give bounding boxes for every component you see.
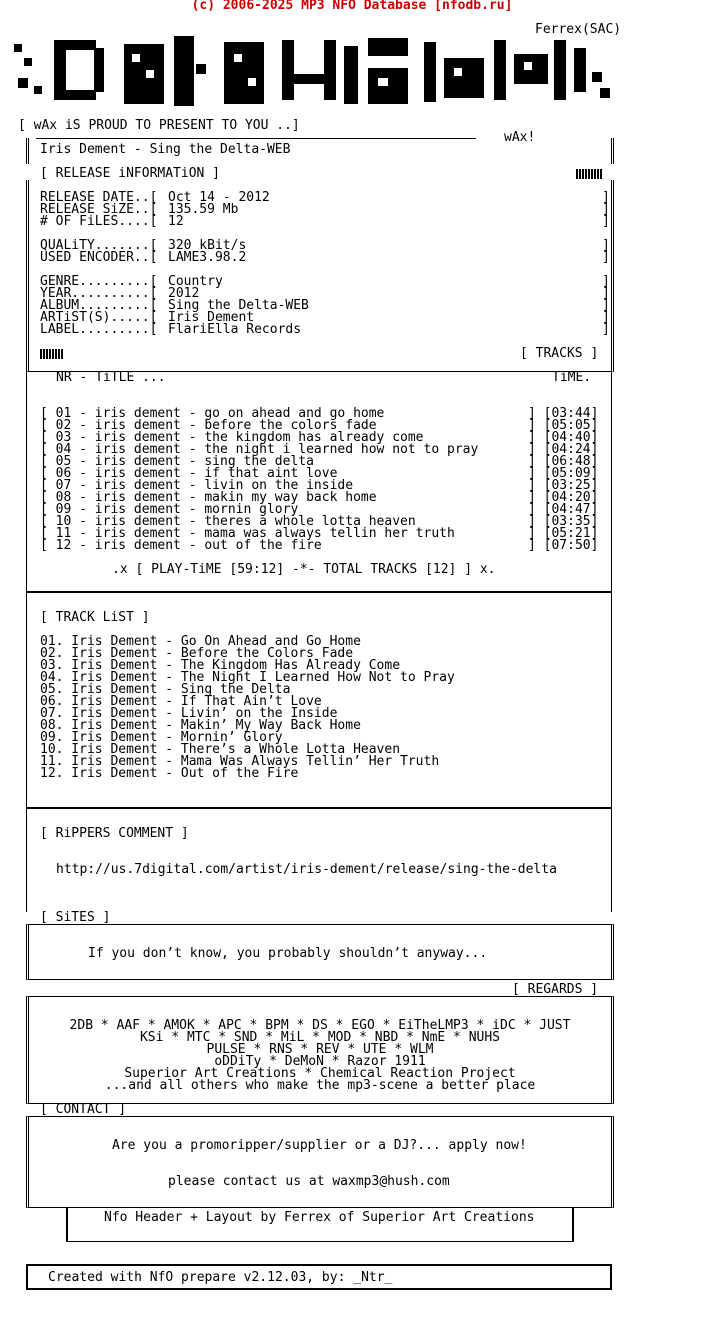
pattern-bar (576, 169, 602, 179)
release-info-bracket: ] (602, 250, 610, 265)
logo-author: Ferrex(SAC) (535, 22, 622, 37)
track-row: [ 05 - iris dement - sing the delta (40, 454, 314, 469)
regards-line: ...and all others who make the mp3-scene a better place (104, 1078, 536, 1093)
track-time: ] [05:09] (528, 466, 599, 481)
copyright-header: (c) 2006-2025 MP3 NFO Database [nfodb.ru] (191, 0, 513, 13)
tracklist-item: 09. Iris Dement - Mornin’ Glory (40, 730, 283, 745)
release-info-value: Country (168, 274, 223, 289)
contact-heading: [ CONTACT ] (40, 1102, 127, 1117)
release-info-label: RELEASE SiZE..[ (40, 202, 158, 217)
contact-line-2[interactable]: please contact us at waxmp3@hush.com (168, 1174, 450, 1189)
release-info-bracket: ] (602, 238, 610, 253)
tracks-summary: .x [ PLAY-TiME [59:12] -*- TOTAL TRACKS [12] ] x. (112, 562, 496, 577)
tracklist-item: 04. Iris Dement - The Night I Learned How Not to Pray (40, 670, 455, 685)
track-time: ] [05:05] (528, 418, 599, 433)
track-time: ] [04:20] (528, 490, 599, 505)
release-info-value: 12 (168, 214, 184, 229)
tracklist-item: 06. Iris Dement - If That Ain’t Love (40, 694, 322, 709)
track-time: ] [07:50] (528, 538, 599, 553)
tracklist-item: 11. Iris Dement - Mama Was Always Tellin’ Her Truth (40, 754, 440, 769)
tracklist-item: 07. Iris Dement - Livin’ on the Inside (40, 706, 338, 721)
track-row: [ 11 - iris dement - mama was always tellin her truth (40, 526, 455, 541)
contact-line-1: Are you a promoripper/supplier or a DJ?... apply now! (112, 1138, 527, 1153)
release-info-bracket: ] (602, 310, 610, 325)
release-info-heading: [ RELEASE iNFORMATiON ] (40, 166, 221, 181)
tracklist-item: 10. Iris Dement - There’s a Whole Lotta Heaven (40, 742, 401, 757)
present-line: [ wAx iS PROUD TO PRESENT TO YOU ..] (18, 118, 300, 133)
release-info-bracket: ] (602, 202, 610, 217)
tracklist-item: 02. Iris Dement - Before the Colors Fade (40, 646, 354, 661)
track-time: ] [04:40] (528, 430, 599, 445)
sites-heading: [ SiTES ] (40, 910, 111, 925)
tracklist-item: 01. Iris Dement - Go On Ahead and Go Home (40, 634, 361, 649)
release-info-label: GENRE.........[ (40, 274, 158, 289)
release-info-bracket: ] (602, 274, 610, 289)
release-info-label: ARTiST(S).....[ (40, 310, 158, 325)
regards-line: KSi * MTC * SND * MiL * MOD * NBD * NmE * NUHS (139, 1030, 501, 1045)
release-info-label: QUALiTY.......[ (40, 238, 158, 253)
wax-logo-icon (14, 34, 614, 116)
release-info-label: USED ENCODER..[ (40, 250, 158, 265)
regards-line: PULSE * RNS * REV * UTE * WLM (206, 1042, 434, 1057)
track-row: [ 01 - iris dement - go on ahead and go home (40, 406, 385, 421)
col-time: TiME. (552, 370, 592, 385)
tracks-heading: [ TRACKS ] (520, 346, 599, 361)
tracklist-item: 12. Iris Dement - Out of the Fire (40, 766, 299, 781)
release-info-label: # OF FiLES....[ (40, 214, 158, 229)
col-nr-title: NR - TiTLE ... (56, 370, 166, 385)
release-info-bracket: ] (602, 322, 610, 337)
release-info-label: RELEASE DATE..[ (40, 190, 158, 205)
release-info-value: Iris Dement (168, 310, 255, 325)
regards-heading: [ REGARDS ] (512, 982, 599, 997)
track-time: ] [04:24] (528, 442, 599, 457)
sites-text: If you don’t know, you probably shouldn’t anyway... (88, 946, 488, 961)
release-info-label: YEAR..........[ (40, 286, 158, 301)
release-info-label: LABEL.........[ (40, 322, 158, 337)
regards-line: oDDiTy * DeMoN * Razor 1911 (214, 1054, 426, 1069)
release-info-value: FlariElla Records (168, 322, 302, 337)
track-row: [ 06 - iris dement - if that aint love (40, 466, 338, 481)
track-row: [ 08 - iris dement - makin my way back home (40, 490, 377, 505)
comment-frame (26, 808, 612, 912)
release-info-value: Oct 14 - 2012 (168, 190, 270, 205)
release-info-value: 320 kBit/s (168, 238, 247, 253)
wax-tag: wAx! (504, 130, 536, 145)
tracklist-item: 08. Iris Dement - Makin’ My Way Back Home (40, 718, 361, 733)
track-row: [ 07 - iris dement - livin on the inside (40, 478, 354, 493)
credit-line: Nfo Header + Layout by Ferrex of Superior Art Creations (104, 1210, 535, 1225)
release-info-value: 2012 (168, 286, 200, 301)
track-time: ] [03:44] (528, 406, 599, 421)
track-time: ] [05:21] (528, 526, 599, 541)
release-title: Iris Dement - Sing the Delta-WEB (40, 142, 291, 157)
track-row: [ 09 - iris dement - mornin glory (40, 502, 299, 517)
regards-line: 2DB * AAF * AMOK * APC * BPM * DS * EGO * EiTheLMP3 * iDC * JUST (69, 1018, 571, 1033)
track-row: [ 12 - iris dement - out of the fire (40, 538, 322, 553)
track-row: [ 04 - iris dement - the night i learned how not to pray (40, 442, 479, 457)
tracklist-heading: [ TRACK LiST ] (40, 610, 150, 625)
track-time: ] [06:48] (528, 454, 599, 469)
tracklist-item: 05. Iris Dement - Sing the Delta (40, 682, 291, 697)
release-info-value: Sing the Delta-WEB (168, 298, 309, 313)
release-info-bracket: ] (602, 298, 610, 313)
contact-frame (26, 1116, 614, 1208)
regards-line: Superior Art Creations * Chemical Reaction Project (124, 1066, 516, 1081)
track-time: ] [04:47] (528, 502, 599, 517)
tracklist-item: 03. Iris Dement - The Kingdom Has Already Come (40, 658, 401, 673)
release-info-bracket: ] (602, 214, 610, 229)
track-time: ] [03:35] (528, 514, 599, 529)
comment-heading: [ RiPPERS COMMENT ] (40, 826, 189, 841)
release-info-value: LAME3.98.2 (168, 250, 247, 265)
release-info-bracket: ] (602, 190, 610, 205)
comment-url[interactable]: http://us.7digital.com/artist/iris-dement/release/sing-the-delta (56, 862, 557, 877)
track-time: ] [03:25] (528, 478, 599, 493)
track-row: [ 10 - iris dement - theres a whole lotta heaven (40, 514, 416, 529)
release-info-bracket: ] (602, 286, 610, 301)
release-info-value: 135.59 Mb (168, 202, 239, 217)
pattern-bar (40, 349, 64, 359)
created-with: Created with NfO prepare v2.12.03, by: _Ntr_ (48, 1270, 393, 1285)
release-info-label: ALBUM.........[ (40, 298, 158, 313)
track-row: [ 02 - iris dement - before the colors fade (40, 418, 377, 433)
track-row: [ 03 - iris dement - the kingdom has already come (40, 430, 424, 445)
